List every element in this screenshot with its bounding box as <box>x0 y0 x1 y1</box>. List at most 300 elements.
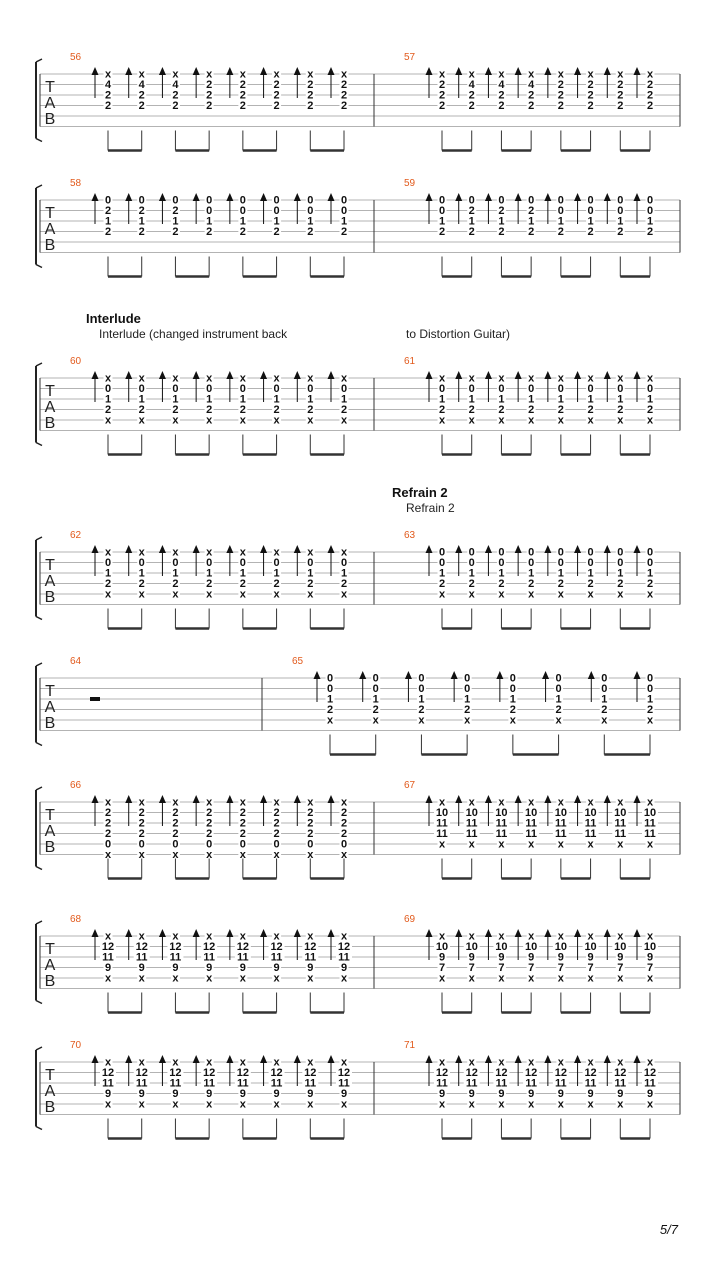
fret-number: x <box>104 414 112 427</box>
fret-number: 2 <box>307 100 314 112</box>
fret-number: 11 <box>237 1077 249 1090</box>
fret-number: 11 <box>584 828 597 840</box>
fret-number: 10 <box>465 941 478 953</box>
strum-arrow <box>125 371 132 379</box>
fret-number: 2 <box>557 100 564 112</box>
tab-clef-letter: A <box>44 699 56 716</box>
strum-arrow <box>328 67 335 75</box>
fret-number: 2 <box>104 205 112 217</box>
measure-number: 63 <box>404 530 416 541</box>
fret-number: x <box>498 796 505 809</box>
fret-number: x <box>587 838 594 851</box>
fret-number: 1 <box>273 567 280 580</box>
fret-number: 12 <box>337 1067 351 1079</box>
chord <box>159 795 180 879</box>
fret-number: 12 <box>270 1067 283 1079</box>
strum-arrow <box>574 795 581 803</box>
fret-number: x <box>498 68 505 81</box>
fret-number: 9 <box>468 951 475 964</box>
fret-number: 0 <box>557 557 564 569</box>
fret-number: x <box>646 714 654 727</box>
fret-number: 1 <box>307 393 314 406</box>
fret-number: 2 <box>104 817 112 830</box>
strum-arrow <box>426 929 433 937</box>
strum-arrow <box>328 795 335 803</box>
chord <box>426 67 447 151</box>
tab-clef-letter: T <box>45 557 55 574</box>
fret-number: 7 <box>617 962 624 974</box>
chord <box>485 193 506 277</box>
strum-arrow <box>604 795 611 803</box>
fret-number: 10 <box>554 941 567 953</box>
fret-number: x <box>138 972 145 985</box>
fret-number: 2 <box>468 404 475 416</box>
fret-number: 11 <box>338 1077 350 1090</box>
strum-arrow <box>426 795 433 803</box>
chord <box>92 929 117 1013</box>
fret-number: 2 <box>468 226 475 238</box>
fret-number: 11 <box>436 1077 448 1090</box>
strum-arrow <box>544 545 551 553</box>
fret-number: x <box>418 714 425 727</box>
fret-number: 11 <box>525 1077 537 1090</box>
strum-arrow <box>260 1055 267 1063</box>
fret-number: x <box>438 838 446 851</box>
fret-number: 1 <box>104 393 112 406</box>
fret-number: 2 <box>646 578 654 590</box>
fret-number: 2 <box>307 817 314 830</box>
fret-number: 0 <box>617 194 624 207</box>
chord <box>634 67 655 151</box>
chord <box>125 193 146 277</box>
fret-number: 2 <box>326 704 334 716</box>
fret-number: x <box>498 930 505 943</box>
chord <box>426 193 447 277</box>
chord <box>193 67 214 151</box>
fret-number: 1 <box>557 567 564 580</box>
fret-number: x <box>172 930 179 943</box>
fret-number: 11 <box>555 828 567 840</box>
fret-number: 9 <box>438 951 446 964</box>
fret-number: 0 <box>206 557 213 569</box>
bracket-cap <box>36 537 42 540</box>
fret-number: x <box>206 796 213 809</box>
tab-clef-letter: T <box>45 1067 55 1084</box>
fret-number: x <box>138 930 145 943</box>
tab-clef-letter: A <box>44 823 56 840</box>
fret-number: 1 <box>498 393 505 406</box>
strum-arrow <box>260 193 267 201</box>
fret-number: x <box>601 714 608 727</box>
fret-number: x <box>138 1056 145 1069</box>
fret-number: x <box>340 546 348 559</box>
chord <box>294 67 315 151</box>
strum-arrow <box>260 795 267 803</box>
fret-number: 0 <box>326 683 334 695</box>
fret-number: 1 <box>340 393 348 406</box>
fret-number: 2 <box>239 807 246 819</box>
tab-clef-letter: B <box>44 839 56 856</box>
fret-number: 0 <box>438 194 446 207</box>
tab-clef-letter: T <box>45 383 55 400</box>
fret-number: 9 <box>340 1088 348 1100</box>
fret-number: 2 <box>307 79 314 91</box>
fret-number: x <box>498 1056 505 1069</box>
strum-arrow <box>226 67 233 75</box>
bracket-cap <box>36 363 42 366</box>
strum-arrow <box>604 67 611 75</box>
fret-number: x <box>340 849 348 861</box>
fret-number: x <box>438 68 446 81</box>
measure-number: 59 <box>404 178 416 189</box>
fret-number: 1 <box>418 693 425 706</box>
fret-number: x <box>528 1056 535 1069</box>
strum-arrow <box>328 193 335 201</box>
fret-number: x <box>464 714 471 727</box>
chord <box>544 545 565 629</box>
chord <box>159 371 180 455</box>
fret-number: 11 <box>465 817 478 830</box>
fret-number: 0 <box>646 557 654 569</box>
fret-number: 9 <box>646 1088 654 1100</box>
bracket-cap <box>36 1127 42 1130</box>
fret-number: 0 <box>557 546 564 559</box>
measure-number: 69 <box>404 914 416 925</box>
measure-number: 64 <box>70 656 82 667</box>
fret-number: 9 <box>587 951 594 964</box>
strum-arrow <box>485 545 492 553</box>
fret-number: 9 <box>498 1088 505 1100</box>
chord <box>604 545 625 629</box>
fret-number: x <box>239 972 246 985</box>
strum-arrow <box>226 795 233 803</box>
fret-number: x <box>498 414 505 427</box>
chord <box>193 545 214 629</box>
fret-number: 0 <box>239 194 246 207</box>
measure-number: 65 <box>292 656 304 667</box>
fret-number: 2 <box>273 578 280 590</box>
fret-number: x <box>239 1056 246 1069</box>
fret-number: 4 <box>528 79 535 91</box>
fret-number: 11 <box>644 817 656 830</box>
fret-number: 11 <box>584 817 597 830</box>
fret-number: 0 <box>307 557 314 569</box>
fret-number: x <box>172 1098 179 1111</box>
fret-number: x <box>468 414 475 427</box>
fret-number: 1 <box>646 393 654 406</box>
fret-number: 0 <box>468 546 475 559</box>
fret-number: x <box>104 1056 112 1069</box>
fret-number: x <box>273 546 280 559</box>
fret-number: 4 <box>172 79 179 91</box>
fret-number: x <box>646 838 654 851</box>
fret-number: x <box>138 68 145 81</box>
fret-number: 2 <box>340 807 348 819</box>
fret-number: 9 <box>104 962 112 974</box>
strum-arrow <box>634 545 641 553</box>
fret-number: 0 <box>340 194 348 207</box>
tab-clef-letter: B <box>44 415 56 432</box>
strum-arrow <box>542 671 549 679</box>
fret-number: 7 <box>557 962 564 974</box>
strum-arrow <box>328 545 335 553</box>
strum-arrow <box>455 929 462 937</box>
fret-number: 7 <box>528 962 535 974</box>
fret-number: 11 <box>465 1077 478 1090</box>
fret-number: 2 <box>104 404 112 416</box>
fret-number: 2 <box>273 79 280 91</box>
fret-number: x <box>206 1098 213 1111</box>
tab-system <box>36 656 680 755</box>
fret-number: x <box>273 930 280 943</box>
measure-number: 57 <box>404 52 416 63</box>
chord <box>544 67 565 151</box>
fret-number: x <box>438 414 446 427</box>
fret-number: 0 <box>528 194 535 207</box>
fret-number: 11 <box>614 1077 627 1090</box>
fret-number: x <box>273 1098 280 1111</box>
fret-number: 0 <box>587 546 594 559</box>
fret-number: 0 <box>104 838 112 851</box>
fret-number: 2 <box>557 578 564 590</box>
fret-number: 0 <box>372 683 379 695</box>
strum-arrow <box>193 545 200 553</box>
section-subtitle: Interlude (changed instrument back <box>99 327 288 341</box>
fret-number: 2 <box>557 404 564 416</box>
fret-number: 0 <box>498 557 505 569</box>
fret-number: x <box>307 1056 314 1069</box>
strum-arrow <box>294 371 301 379</box>
fret-number: x <box>557 796 564 809</box>
fret-number: x <box>587 972 594 985</box>
fret-number: 10 <box>435 807 449 819</box>
fret-number: 12 <box>135 941 148 953</box>
fret-number: 1 <box>239 215 246 228</box>
strum-arrow <box>92 371 99 379</box>
chord <box>226 795 247 879</box>
fret-number: 2 <box>239 226 246 238</box>
fret-number: 0 <box>418 683 425 695</box>
fret-number: 2 <box>172 578 179 590</box>
measure-number: 58 <box>70 178 82 189</box>
fret-number: x <box>587 588 594 601</box>
fret-number: x <box>617 588 624 601</box>
strum-arrow <box>294 795 301 803</box>
fret-number: x <box>646 930 654 943</box>
fret-number: 7 <box>587 962 594 974</box>
strum-arrow <box>193 795 200 803</box>
chord <box>294 929 319 1013</box>
fret-number: x <box>172 546 179 559</box>
strum-arrow <box>328 1055 335 1063</box>
strum-arrow <box>634 795 641 803</box>
chord <box>260 193 281 277</box>
fret-number: 0 <box>138 383 145 395</box>
fret-number: 2 <box>557 89 564 102</box>
bracket-cap <box>36 663 42 666</box>
fret-number: 10 <box>614 807 627 819</box>
tab-clef-letter: B <box>44 589 56 606</box>
chord <box>328 929 353 1013</box>
fret-number: 1 <box>464 693 471 706</box>
strum-arrow <box>544 929 551 937</box>
fret-number: 0 <box>468 557 475 569</box>
strum-arrow <box>426 1055 433 1063</box>
strum-arrow <box>634 929 641 937</box>
fret-number: x <box>557 972 564 985</box>
fret-number: x <box>587 414 594 427</box>
strum-arrow <box>634 67 641 75</box>
chord <box>193 371 214 455</box>
fret-number: 4 <box>138 79 145 91</box>
strum-arrow <box>634 671 641 679</box>
fret-number: x <box>340 414 348 427</box>
fret-number: 2 <box>587 79 594 91</box>
fret-number: 10 <box>643 941 657 953</box>
chord <box>515 371 536 455</box>
fret-number: x <box>557 68 564 81</box>
fret-number: 2 <box>239 100 246 112</box>
chord <box>426 795 451 879</box>
strum-arrow <box>544 1055 551 1063</box>
fret-number: 12 <box>135 1067 148 1079</box>
fret-number: 0 <box>307 194 314 207</box>
fret-number: x <box>528 68 535 81</box>
chord <box>159 1055 184 1139</box>
section-subtitle: to Distortion Guitar) <box>406 327 511 341</box>
fret-number: 1 <box>557 215 564 228</box>
whole-rest <box>90 697 100 701</box>
fret-number: 9 <box>172 962 179 974</box>
section-title: Refrain 2 <box>392 485 448 500</box>
strum-arrow <box>485 67 492 75</box>
fret-number: 2 <box>498 205 505 217</box>
strum-arrow <box>328 929 335 937</box>
chord <box>159 193 180 277</box>
chord <box>260 371 281 455</box>
fret-number: x <box>498 1098 505 1111</box>
fret-number: 2 <box>273 807 280 819</box>
strum-arrow <box>159 1055 166 1063</box>
fret-number: 12 <box>643 1067 657 1079</box>
fret-number: x <box>646 68 654 81</box>
fret-number: x <box>438 796 446 809</box>
strum-arrow <box>515 1055 522 1063</box>
strum-arrow <box>159 795 166 803</box>
bracket-cap <box>36 787 42 790</box>
chord <box>496 671 517 755</box>
fret-number: 2 <box>468 89 475 102</box>
strum-arrow <box>485 795 492 803</box>
chord <box>125 795 146 879</box>
strum-arrow <box>294 929 301 937</box>
fret-number: x <box>617 1098 624 1111</box>
tab-clef-letter: T <box>45 807 55 824</box>
fret-number: 0 <box>557 194 564 207</box>
fret-number: 2 <box>273 828 280 840</box>
fret-number: 1 <box>468 215 475 228</box>
fret-number: x <box>340 796 348 809</box>
fret-number: 2 <box>206 578 213 590</box>
fret-number: 0 <box>307 205 314 217</box>
fret-number: 9 <box>438 1088 446 1100</box>
measure-number: 60 <box>70 356 82 367</box>
fret-number: 7 <box>498 962 505 974</box>
chord <box>634 929 659 1013</box>
fret-number: 2 <box>172 404 179 416</box>
fret-number: x <box>438 972 446 985</box>
fret-number: 11 <box>304 1077 317 1090</box>
fret-number: 0 <box>172 838 179 851</box>
fret-number: 2 <box>587 89 594 102</box>
chord <box>260 1055 285 1139</box>
fret-number: 12 <box>101 1067 115 1079</box>
fret-number: x <box>555 714 562 727</box>
fret-number: x <box>104 849 112 861</box>
fret-number: 0 <box>498 194 505 207</box>
chord <box>455 193 476 277</box>
fret-number: 4 <box>498 79 505 91</box>
chord <box>328 1055 353 1139</box>
fret-number: x <box>239 796 246 809</box>
fret-number: 12 <box>337 941 351 953</box>
strum-arrow <box>485 1055 492 1063</box>
chord <box>92 795 113 879</box>
bracket-cap <box>36 59 42 62</box>
fret-number: 2 <box>239 828 246 840</box>
fret-number: x <box>646 588 654 601</box>
fret-number: x <box>239 849 246 861</box>
fret-number: x <box>307 546 314 559</box>
fret-number: x <box>104 930 112 943</box>
strum-arrow <box>159 371 166 379</box>
chord <box>125 545 146 629</box>
fret-number: 2 <box>468 100 475 112</box>
fret-number: x <box>438 588 446 601</box>
strum-arrow <box>604 371 611 379</box>
chord <box>226 1055 251 1139</box>
fret-number: 11 <box>436 817 448 830</box>
fret-number: 2 <box>104 100 112 112</box>
chord <box>485 929 510 1013</box>
fret-number: x <box>239 372 246 385</box>
fret-number: 12 <box>525 1067 538 1079</box>
measure-number: 62 <box>70 530 82 541</box>
fret-number: 0 <box>646 194 654 207</box>
fret-number: 12 <box>169 941 182 953</box>
strum-arrow <box>125 795 132 803</box>
fret-number: 12 <box>101 941 115 953</box>
fret-number: x <box>138 588 145 601</box>
strum-arrow <box>260 545 267 553</box>
bracket-cap <box>36 185 42 188</box>
chord <box>634 371 655 455</box>
fret-number: 2 <box>498 404 505 416</box>
fret-number: 12 <box>614 1067 627 1079</box>
strum-arrow <box>92 795 99 803</box>
fret-number: 2 <box>273 817 280 830</box>
fret-number: 2 <box>528 205 535 217</box>
measure-number: 61 <box>404 356 416 367</box>
fret-number: x <box>307 588 314 601</box>
measure-number: 70 <box>70 1040 82 1051</box>
fret-number: 1 <box>587 393 594 406</box>
fret-number: 12 <box>584 1067 597 1079</box>
fret-number: 0 <box>646 546 654 559</box>
fret-number: x <box>617 68 624 81</box>
fret-number: x <box>528 414 535 427</box>
fret-number: 1 <box>172 567 179 580</box>
